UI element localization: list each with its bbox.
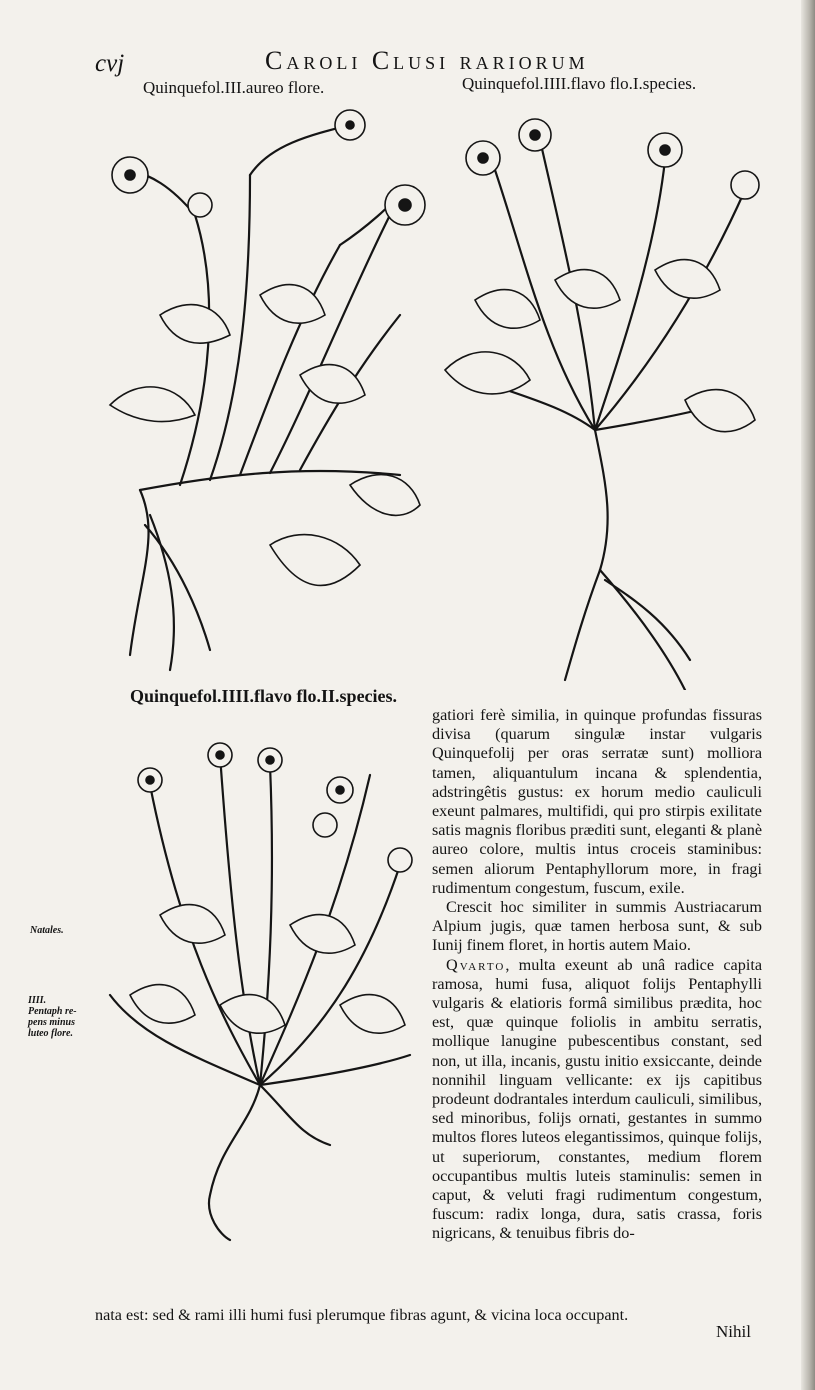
body-text — [432, 706, 762, 1244]
page-edge — [801, 0, 815, 1390]
figure-1-caption: Quinquefol.III.aureo flore. — [143, 78, 325, 97]
margin-note-fourth-species — [28, 995, 108, 1039]
paragraph-lead-word: Qvarto — [446, 955, 506, 974]
paragraph-fourth-species — [432, 956, 762, 1244]
figure-2-caption: Quinquefol.IIII.flavo flo.I.species. — [462, 74, 697, 93]
paragraph-fourth-text: , multa exeunt ab unâ radice capita ramosa, humi fusa, aliquot folijs Pentaphylli vulgaris & elatioris formâ similibus prædita, hoc est, quæ quinque foliolis in ambitu serratis, mollique lanugine pubescentibus constant, sed non, ut illa, incanis, gustu initio exsiccante, deinde nonnihil linguam vellicante: ex ijs capitibus prodeunt dodrantales interdum cauliculi, similibus, sed minoribus, folijs ornati, gestantes in summo multos flores luteos elegantissimos, quinque folijs, ut superiorum, constantes, medium florem occupantibus multis luteis staminulis: semen in caput, & veluti fragi rudimentum congestum, fuscum: radix longa, dura, satis crassa, foris nigricans, & tenuibus fibris do- — [432, 955, 762, 1243]
margin-note-natales: Natales. — [30, 925, 64, 936]
paragraph-description: gatiori ferè similia, in quinque profundas fissuras divisa (quarum singulæ instar vulgaris Quinquefolij per oras serratæ sunt) molliora tamen, aliquantulum incana & splendentia, adstringêtis gustus: ex horum medio cauliculi exeunt palmares, multifidi, qui pro stirpis exilitate satis magnis floribus præditi sunt, eleganti & planè aureo colore, multis intus croceis staminibus: semen aliorum Pentaphyllorum more, in fragi rudimentum congestum, fuscum, exile. — [432, 706, 763, 897]
catchword: Nihil — [716, 1322, 751, 1341]
paragraph-habitat: Crescit hoc similiter in summis Austriacarum Alpium jugis, quæ tamen herbosa sunt, & sub Iunij finem floret, in hortis autem Maio. — [432, 898, 762, 955]
figure-1-woodcut — [100, 95, 440, 685]
full-width-line: nata est: sed & rami illi humi fusi plerumque fibras agunt, & vicina loca occupant. — [95, 1306, 629, 1324]
figure-2-woodcut — [435, 100, 770, 690]
margin-note-number: IIII. — [28, 995, 47, 1006]
folio-number: cvj — [95, 50, 125, 77]
margin-note-line-1: Pentaph re- — [28, 1006, 77, 1017]
figure-3-woodcut — [100, 735, 425, 1245]
margin-note-line-3: luteo flore. — [28, 1028, 73, 1039]
running-title: Caroli Clusi rariorum — [265, 46, 589, 75]
margin-note-line-2: pens minus — [28, 1017, 75, 1028]
figure-3-caption: Quinquefol.IIII.flavo flo.II.species. — [130, 686, 398, 706]
